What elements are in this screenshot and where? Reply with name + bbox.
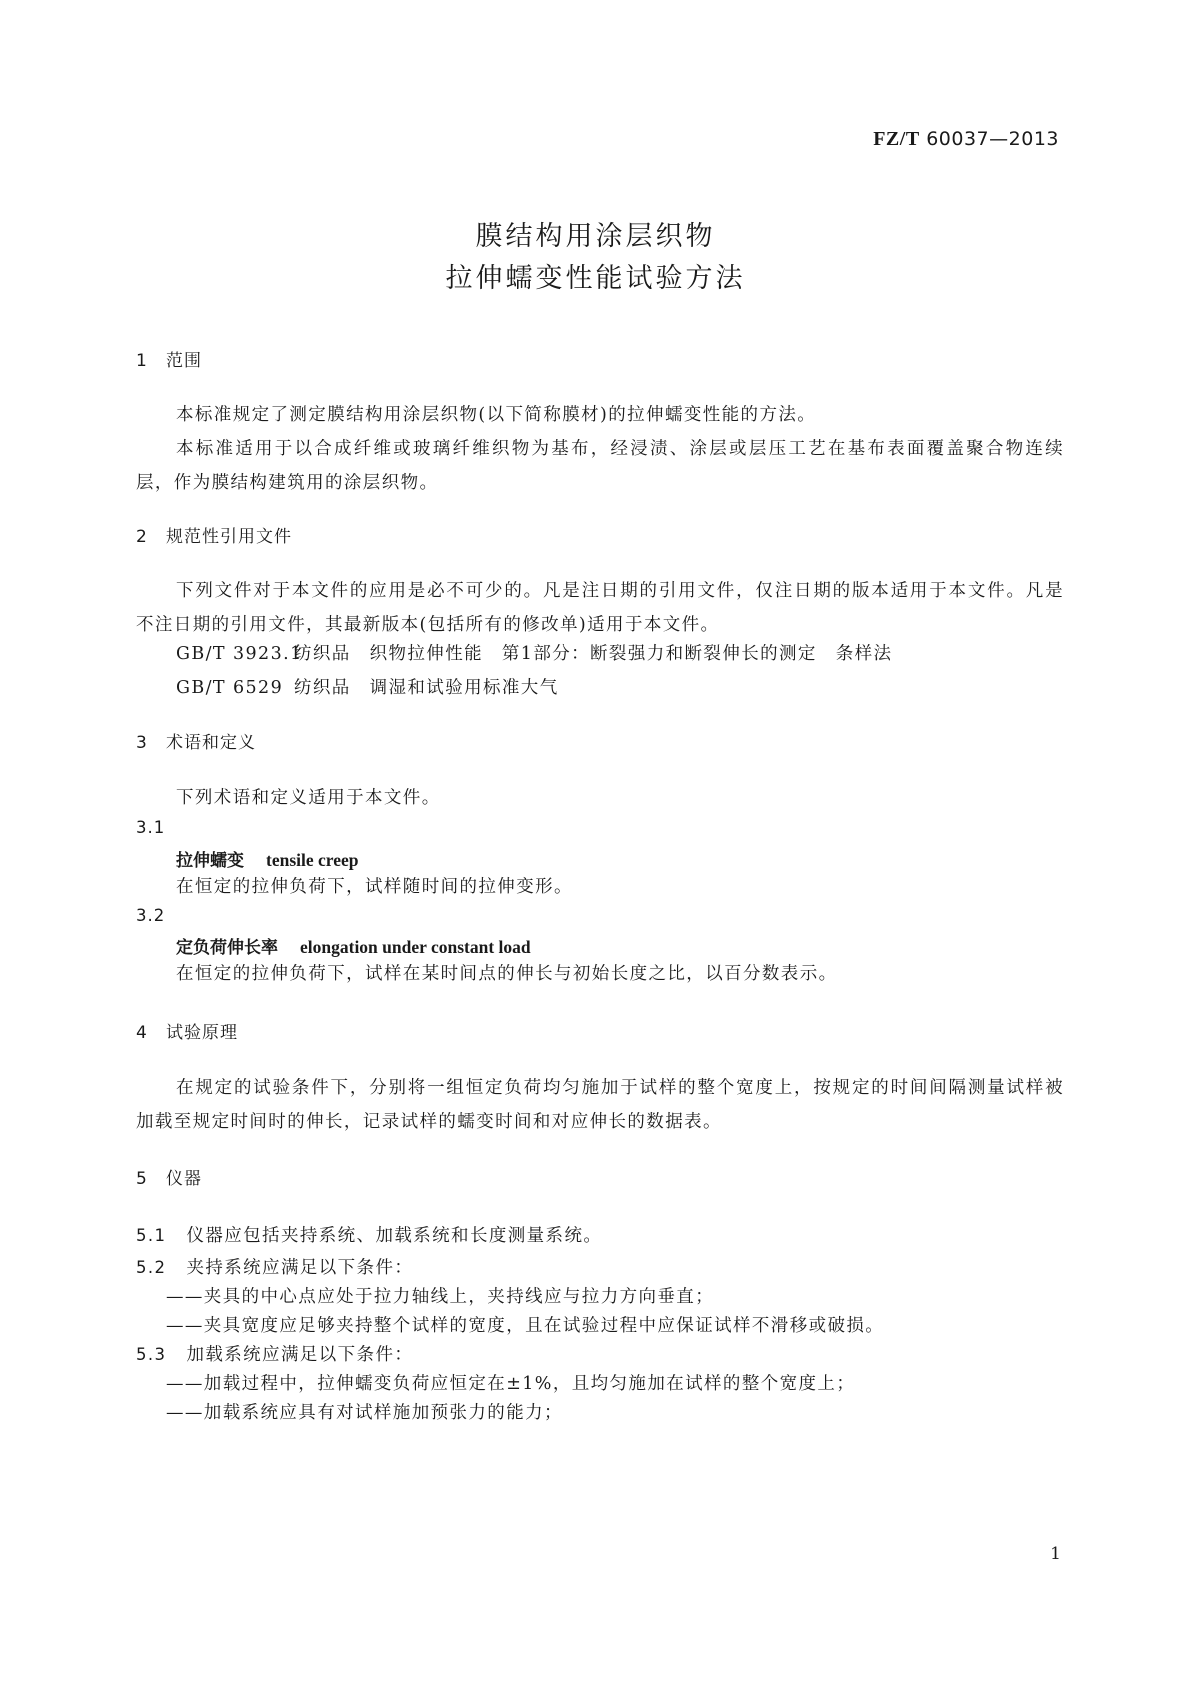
section-title: 术语和定义	[166, 733, 256, 753]
document-title-line1: 膜结构用涂层织物	[475, 221, 716, 252]
section-number: 2	[136, 527, 148, 547]
reference-code: GB/T 6529	[176, 678, 284, 698]
term-heading	[176, 846, 359, 871]
term-en: tensile creep	[266, 850, 359, 870]
term-number: 3.2	[136, 906, 166, 925]
section-4-heading	[136, 1018, 238, 1043]
term-number: 3.1	[136, 818, 166, 837]
section-3-intro: 下列术语和定义适用于本文件。	[176, 788, 441, 808]
paragraph: 本标准规定了测定膜结构用涂层织物(以下简称膜材)的拉伸蠕变性能的方法。	[176, 405, 817, 425]
standard-code-prefix: FZ/T	[873, 128, 920, 150]
section-title: 仪器	[166, 1169, 202, 1189]
clause-number: 5.1	[136, 1226, 167, 1245]
section-title: 范围	[166, 351, 202, 371]
list-item: ——夹具宽度应足够夹持整个试样的宽度，且在试验过程中应保证试样不滑移或破损。	[166, 1316, 885, 1336]
clause-5-3	[136, 1341, 413, 1366]
clause-text: 仪器应包括夹持系统、加载系统和长度测量系统。	[186, 1226, 603, 1246]
reference-item	[176, 640, 892, 665]
term-heading	[176, 933, 531, 958]
section-1-heading	[136, 346, 202, 371]
clause-5-1	[136, 1222, 602, 1247]
section-4-body	[136, 1071, 1064, 1139]
clause-text: 夹持系统应满足以下条件：	[186, 1258, 414, 1278]
reference-title: 纺织品 织物拉伸性能 第1部分：断裂强力和断裂伸长的测定 条样法	[294, 644, 893, 664]
reference-code: GB/T 3923.1	[176, 644, 303, 664]
paragraph: 下列文件对于本文件的应用是必不可少的。凡是注日期的引用文件，仅注日期的版本适用于本文件。凡是不注日期的引用文件，其最新版本(包括所有的修改单)适用于本文件。	[136, 581, 1064, 635]
section-5-heading	[136, 1164, 202, 1189]
clause-text: 加载系统应满足以下条件：	[186, 1345, 414, 1365]
paragraph: 本标准适用于以合成纤维或玻璃纤维织物为基布，经浸渍、涂层或层压工艺在基布表面覆盖聚合物连续层，作为膜结构建筑用的涂层织物。	[136, 439, 1064, 493]
paragraph: 在规定的试验条件下，分别将一组恒定负荷均匀施加于试样的整个宽度上，按规定的时间间隔测量试样被加载至规定时间时的伸长，记录试样的蠕变时间和对应伸长的数据表。	[136, 1078, 1064, 1132]
section-number: 4	[136, 1023, 148, 1043]
section-title: 试验原理	[166, 1023, 238, 1043]
list-item: ——夹具的中心点应处于拉力轴线上，夹持线应与拉力方向垂直；	[166, 1287, 715, 1307]
standard-code-number: 60037—2013	[926, 128, 1059, 150]
term-zh: 定负荷伸长率	[176, 938, 278, 958]
section-title: 规范性引用文件	[166, 527, 292, 547]
section-number: 5	[136, 1169, 148, 1189]
section-number: 1	[136, 351, 148, 371]
list-item: ——加载系统应具有对试样施加预张力的能力；	[166, 1403, 563, 1423]
reference-item	[176, 674, 559, 699]
page-number: 1	[1050, 1544, 1061, 1564]
list-item: ——加载过程中，拉伸蠕变负荷应恒定在±1%，且均匀施加在试样的整个宽度上；	[166, 1374, 856, 1394]
clause-number: 5.3	[136, 1345, 167, 1364]
section-1-body	[136, 398, 1064, 500]
document-title-line2: 拉伸蠕变性能试验方法	[445, 263, 746, 294]
clause-5-2	[136, 1254, 413, 1279]
section-2-body	[136, 574, 1064, 642]
term-definition: 在恒定的拉伸负荷下，试样在某时间点的伸长与初始长度之比，以百分数表示。	[176, 964, 838, 984]
section-number: 3	[136, 733, 148, 753]
clause-number: 5.2	[136, 1258, 167, 1277]
section-2-heading	[136, 522, 292, 547]
reference-title: 纺织品 调湿和试验用标准大气	[294, 678, 559, 698]
term-definition: 在恒定的拉伸负荷下，试样随时间的拉伸变形。	[176, 877, 573, 897]
term-zh: 拉伸蠕变	[176, 851, 244, 871]
term-en: elongation under constant load	[300, 937, 531, 957]
section-3-heading	[136, 728, 256, 753]
standard-code	[873, 128, 1059, 151]
